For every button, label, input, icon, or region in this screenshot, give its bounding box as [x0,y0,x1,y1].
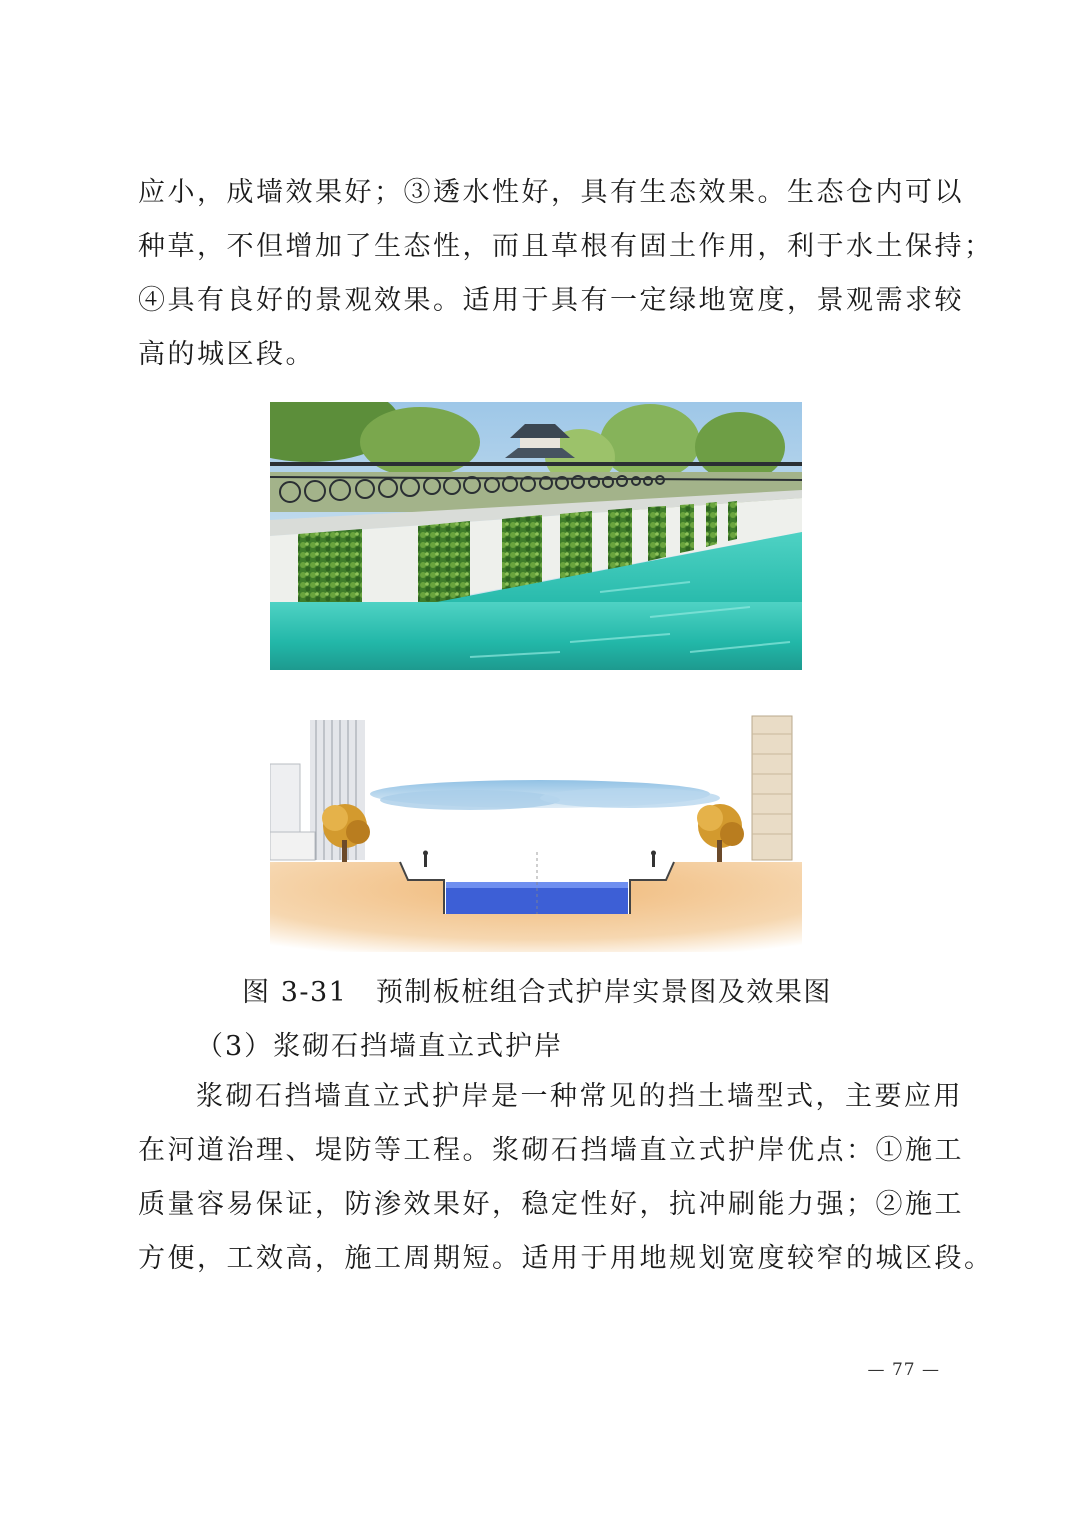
paragraph-2-line-3: 质量容易保证，防渗效果好，稳定性好，抗冲刷能力强；②施工 [138,1189,964,1220]
paragraph-2 [138,1070,994,1286]
paragraph-2-line-1: 浆砌石挡墙直立式护岸是一种常见的挡土墙型式，主要应用 [196,1081,963,1112]
section-subheading: （3）浆砌石挡墙直立式护岸 [196,1031,564,1062]
paragraph-1-line-3: ④具有良好的景观效果。适用于具有一定绿地宽度，景观需求较 [138,285,964,316]
paragraph-2-line-4: 方便，工效高，施工周期短。适用于用地规划宽度较窄的城区段。 [138,1243,994,1274]
paragraph-1-line-2: 种草，不但增加了生态性，而且草根有固土作用，利于水土保持； [138,231,994,262]
paragraph-1 [138,166,994,382]
paragraph-2-line-2: 在河道治理、堤防等工程。浆砌石挡墙直立式护岸优点：①施工 [138,1135,964,1166]
paragraph-1-line-4: 高的城区段。 [138,339,315,370]
figure-caption: 图 3-31 预制板桩组合式护岸实景图及效果图 [242,977,832,1008]
cross-section-rendering [270,714,802,952]
paragraph-1-line-1: 应小，成墙效果好；③透水性好，具有生态效果。生态仓内可以 [138,177,964,208]
page-number: — 77 — [867,1360,940,1380]
riverbank-photo [270,402,802,670]
